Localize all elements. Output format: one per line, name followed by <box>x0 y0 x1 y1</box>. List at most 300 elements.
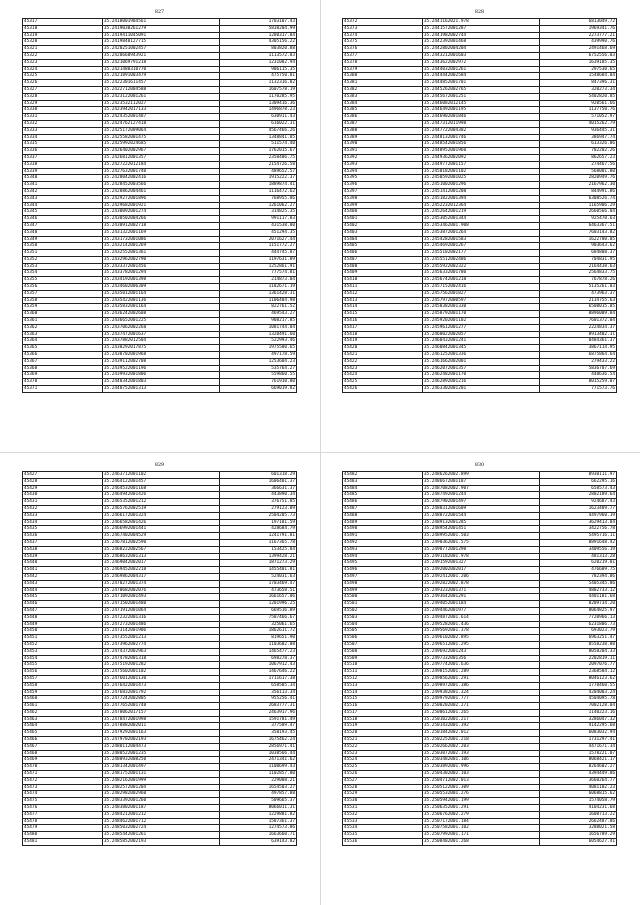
table-row <box>23 601 297 608</box>
row-id-cell: 45319 <box>23 32 103 39</box>
table-row <box>343 182 617 189</box>
row-id-cell: 45339 <box>23 168 103 175</box>
table-row <box>23 256 297 263</box>
value-cell: 684808.37 <box>539 250 616 257</box>
row-id-cell: 45331 <box>23 114 103 121</box>
coordinate-cell: 35.2425582001475 <box>102 134 219 141</box>
table-row <box>343 284 617 291</box>
value-cell: 2491468.69 <box>539 46 616 53</box>
row-id-cell: 45438 <box>23 546 103 553</box>
coordinate-cell: 35.2446082012145 <box>422 100 539 107</box>
row-id-cell: 45335 <box>23 141 103 148</box>
row-id-cell: 45386 <box>343 114 423 121</box>
table-row <box>343 107 617 114</box>
value-cell: 3288021.58 <box>539 825 616 832</box>
row-id-cell: 45432 <box>23 505 103 512</box>
row-id-cell: 45394 <box>343 168 423 175</box>
coordinate-cell: 35.2501022001.217 <box>422 716 539 723</box>
row-id-cell: 45480 <box>23 832 103 839</box>
row-id-cell: 45437 <box>23 539 103 546</box>
value-cell: 473658.51 <box>219 587 296 594</box>
coordinate-cell: 35.2465762002519 <box>102 505 219 512</box>
value-cell: 377589.47 <box>219 723 296 730</box>
row-id-cell: 45439 <box>23 553 103 560</box>
value-cell: 3867114.95 <box>539 345 616 352</box>
row-id-cell: 45534 <box>343 825 423 832</box>
table-row <box>23 73 297 80</box>
value-cell: 1778460.55 <box>539 682 616 689</box>
row-id-cell: 45421 <box>343 352 423 359</box>
table-row <box>23 682 297 689</box>
value-cell: 3409556.19 <box>539 546 616 553</box>
value-cell: 4394449.86 <box>539 771 616 778</box>
value-cell: 782202.26 <box>539 148 616 155</box>
table-row <box>23 216 297 223</box>
table-row <box>343 236 617 243</box>
data-table <box>22 471 297 846</box>
coordinate-cell: 35.2435012001164 <box>102 290 219 297</box>
table-row <box>343 573 617 580</box>
row-id-cell: 45457 <box>23 675 103 682</box>
value-cell: 428684.79 <box>219 526 296 533</box>
table-row <box>343 580 617 587</box>
table-row <box>343 839 617 846</box>
table-row <box>23 669 297 676</box>
row-id-cell: 45518 <box>343 716 423 723</box>
table-row <box>23 811 297 818</box>
value-cell: 2164438.63 <box>539 263 616 270</box>
row-id-cell: 45499 <box>343 587 423 594</box>
coordinate-cell: 35.2438702001968 <box>102 352 219 359</box>
coordinate-cell: 35.2482572001204 <box>102 784 219 791</box>
table-row <box>23 553 297 560</box>
row-id-cell: 45369 <box>23 372 103 379</box>
coordinate-cell: 35.2496512001.295 <box>422 641 539 648</box>
table-row <box>23 386 297 393</box>
table-row <box>23 175 297 182</box>
coordinate-cell: 35.2419411045091 <box>102 32 219 39</box>
table-row <box>23 80 297 87</box>
row-id-cell: 45493 <box>343 546 423 553</box>
row-id-cell: 45505 <box>343 628 423 635</box>
coordinate-cell: 35.2471912001064 <box>102 607 219 614</box>
table-row <box>343 825 617 832</box>
coordinate-cell: 35.2488722001544 <box>422 512 539 519</box>
coordinate-cell: 35.2485442001261 <box>102 832 219 839</box>
table-row <box>23 839 297 846</box>
value-cell: 1201996.25 <box>219 601 296 608</box>
row-id-cell: 45380 <box>343 73 423 80</box>
coordinate-cell: 35.2478472001998 <box>102 716 219 723</box>
coordinate-cell: 35.2428862004461 <box>102 188 219 195</box>
table-row <box>343 703 617 710</box>
table-row <box>23 284 297 291</box>
row-id-cell: 45399 <box>343 202 423 209</box>
table-row <box>23 573 297 580</box>
table-row <box>343 764 617 771</box>
value-cell: 6054627.41 <box>539 839 616 846</box>
row-id-cell: 45425 <box>343 379 423 386</box>
table-row <box>343 93 617 100</box>
coordinate-cell: 35.2476422001473 <box>102 682 219 689</box>
coordinate-cell: 35.2423122001261 <box>102 93 219 100</box>
table-row <box>23 662 297 669</box>
value-cell: 320273.34 <box>539 86 616 93</box>
table-row <box>343 553 617 560</box>
value-cell: 658573.43 <box>539 485 616 492</box>
coordinate-cell: 35.2421891003479 <box>102 73 219 80</box>
value-cell: 279123.89 <box>219 505 296 512</box>
coordinate-cell: 35.2434602006309 <box>102 284 219 291</box>
coordinate-cell: 35.2470272001374 <box>102 580 219 587</box>
value-cell: 1606401.37 <box>219 478 296 485</box>
coordinate-cell: 35.2430502004266 <box>102 216 219 223</box>
table-row <box>343 594 617 601</box>
row-id-cell: 45393 <box>343 161 423 168</box>
table-row <box>343 25 617 32</box>
table-row <box>343 601 617 608</box>
table-row <box>23 641 297 648</box>
table-row <box>23 277 297 284</box>
table-row <box>343 614 617 621</box>
coordinate-cell: 35.2478062017157 <box>102 709 219 716</box>
table-row <box>23 229 297 236</box>
row-id-cell: 45517 <box>343 709 423 716</box>
table-row <box>343 127 617 134</box>
coordinate-cell: 35.2463302001201 <box>422 386 539 393</box>
value-cell: 4401181.68 <box>539 594 616 601</box>
coordinate-cell: 35.2420660943921 <box>102 52 219 59</box>
table-row <box>23 25 297 32</box>
data-table <box>342 471 617 846</box>
row-id-cell: 45337 <box>23 154 103 161</box>
row-id-cell: 45477 <box>23 811 103 818</box>
value-cell: 1915222.37 <box>219 175 296 182</box>
row-id-cell: 45442 <box>23 573 103 580</box>
row-id-cell: 45372 <box>343 19 423 26</box>
table-row <box>23 519 297 526</box>
value-cell: 6752556.03 <box>539 52 616 59</box>
row-id-cell: 45486 <box>343 499 423 506</box>
row-id-cell: 45402 <box>343 222 423 229</box>
coordinate-cell: 35.2505122001.309 <box>422 784 539 791</box>
row-id-cell: 45322 <box>23 52 103 59</box>
table-row <box>23 338 297 345</box>
coordinate-cell: 35.2490772001298 <box>422 546 539 553</box>
coordinate-cell: 35.2457562001827 <box>422 290 539 297</box>
row-id-cell: 45452 <box>23 641 103 648</box>
coordinate-cell: 35.2439932001806 <box>102 372 219 379</box>
coordinate-cell: 35.2426812001357 <box>102 154 219 161</box>
row-id-cell: 45510 <box>343 662 423 669</box>
table-row <box>23 222 297 229</box>
row-id-cell: 45333 <box>23 127 103 134</box>
row-id-cell: 45489 <box>343 519 423 526</box>
table-row <box>343 216 617 223</box>
row-id-cell: 45524 <box>343 757 423 764</box>
row-id-cell: 45352 <box>23 256 103 263</box>
coordinate-cell: 35.2435422001136 <box>102 297 219 304</box>
row-id-cell: 45366 <box>23 352 103 359</box>
table-row <box>343 120 617 127</box>
value-cell: 903643.62 <box>539 243 616 250</box>
table-row <box>343 311 617 318</box>
table-row <box>343 655 617 662</box>
table-row <box>343 73 617 80</box>
table-row <box>23 709 297 716</box>
coordinate-cell: 35.2487492001244 <box>422 492 539 499</box>
coordinate-cell: 35.2502662002.203 <box>422 743 539 750</box>
coordinate-cell: 35.2456742001218 <box>422 277 539 284</box>
row-id-cell: 45456 <box>23 669 103 676</box>
row-id-cell: 45501 <box>343 601 423 608</box>
value-cell: 6875864.64 <box>539 352 616 359</box>
value-cell: 535764.27 <box>219 365 296 372</box>
value-cell: 2471341.62 <box>219 757 296 764</box>
row-id-cell: 45367 <box>23 358 103 365</box>
value-cell: 662295.16 <box>539 478 616 485</box>
row-id-cell: 45424 <box>343 372 423 379</box>
row-id-cell: 45435 <box>23 526 103 533</box>
value-cell: 1731297.41 <box>539 737 616 744</box>
value-cell: 475750.81 <box>219 73 296 80</box>
value-cell: 1622700.05 <box>539 236 616 243</box>
value-cell: 1587361.37 <box>219 818 296 825</box>
row-id-cell: 45466 <box>23 737 103 744</box>
row-id-cell: 45428 <box>23 478 103 485</box>
value-cell: 229008.21 <box>219 777 296 784</box>
table-row <box>23 771 297 778</box>
row-id-cell: 45422 <box>343 358 423 365</box>
table-row <box>23 472 297 479</box>
coordinate-cell: 35.2436652001225 <box>102 318 219 325</box>
table-row <box>23 723 297 730</box>
value-cell: 358193.45 <box>219 730 296 737</box>
value-cell: 1969341.76 <box>539 25 616 32</box>
coordinate-cell: 35.2489952001.503 <box>422 533 539 540</box>
row-id-cell: 45449 <box>23 621 103 628</box>
table-row <box>343 519 617 526</box>
value-cell: 1711617.38 <box>219 675 296 682</box>
coordinate-cell: 35.2424762127418 <box>102 120 219 127</box>
value-cell: 906115.35 <box>219 66 296 73</box>
row-id-cell: 45506 <box>343 635 423 642</box>
coordinate-cell: 35.2446902001846 <box>422 114 539 121</box>
table-row <box>343 222 617 229</box>
table-row <box>343 338 617 345</box>
value-cell: 1165906.29 <box>539 202 616 209</box>
row-id-cell: 45388 <box>343 127 423 134</box>
table-row <box>23 154 297 161</box>
coordinate-cell: 35.2497332001356 <box>422 655 539 662</box>
row-id-cell: 45482 <box>343 472 423 479</box>
coordinate-cell: 35.2438292017875 <box>102 345 219 352</box>
table-row <box>343 100 617 107</box>
coordinate-cell: 35.2444852001701 <box>422 80 539 87</box>
value-cell: 1608713.22 <box>539 811 616 818</box>
value-cell: 2820949.76 <box>539 175 616 182</box>
value-cell: 214873.04 <box>219 277 296 284</box>
coordinate-cell: 35.2493642001291 <box>422 594 539 601</box>
value-cell: 1253604.23 <box>219 358 296 365</box>
row-id-cell: 45511 <box>343 669 423 676</box>
coordinate-cell: 35.2470682002076 <box>102 587 219 594</box>
row-id-cell: 45429 <box>23 485 103 492</box>
value-cell: 991117.83 <box>219 216 296 223</box>
table-row <box>343 195 617 202</box>
table-row <box>23 825 297 832</box>
coordinate-cell: 35.2447722004302 <box>422 127 539 134</box>
coordinate-cell: 35.2425992024685 <box>102 141 219 148</box>
coordinate-cell: 35.2459202001102 <box>422 318 539 325</box>
value-cell: 376751.85 <box>219 499 296 506</box>
value-cell: 197181.59 <box>219 519 296 526</box>
row-id-cell: 45498 <box>343 580 423 587</box>
row-id-cell: 45467 <box>23 743 103 750</box>
coordinate-cell: 35.2494462001977 <box>422 607 539 614</box>
table-row <box>343 560 617 567</box>
row-id-cell: 45475 <box>23 798 103 805</box>
coordinate-cell: 35.2498972001.386 <box>422 682 539 689</box>
row-id-cell: 45329 <box>23 100 103 107</box>
row-id-cell: 45507 <box>343 641 423 648</box>
table-row <box>23 567 297 574</box>
value-cell: 1661657.06 <box>219 594 296 601</box>
table-row <box>23 120 297 127</box>
value-cell: 451294.35 <box>219 229 296 236</box>
coordinate-cell: 35.2494052001184 <box>422 601 539 608</box>
coordinate-cell: 35.2450592001025 <box>422 175 539 182</box>
table-row <box>23 331 297 338</box>
table-row <box>343 499 617 506</box>
table-row <box>343 175 617 182</box>
table-row <box>23 379 297 386</box>
table-row <box>23 188 297 195</box>
row-id-cell: 45396 <box>343 182 423 189</box>
value-cell: 1252861.91 <box>219 263 296 270</box>
table-row <box>23 202 297 209</box>
coordinate-cell: 35.2506352001.291 <box>422 805 539 812</box>
row-id-cell: 45461 <box>23 703 103 710</box>
coordinate-cell: 35.2442802004204 <box>422 46 539 53</box>
value-cell: 386947.74 <box>539 134 616 141</box>
coordinate-cell: 35.2441982002744 <box>422 32 539 39</box>
table-row <box>23 39 297 46</box>
table-row <box>343 209 617 216</box>
coordinate-cell: 35.2437062002268 <box>102 324 219 331</box>
table-row <box>343 805 617 812</box>
row-id-cell: 45353 <box>23 263 103 270</box>
row-id-cell: 45326 <box>23 80 103 87</box>
row-id-cell: 45418 <box>343 331 423 338</box>
coordinate-cell: 35.2466992001441 <box>102 526 219 533</box>
row-id-cell: 45324 <box>23 66 103 73</box>
value-cell: 847396.31 <box>539 80 616 87</box>
table-row <box>23 290 297 297</box>
table-row <box>343 290 617 297</box>
value-cell: 669019.82 <box>219 386 296 393</box>
coordinate-cell: 35.2496102002.895 <box>422 635 539 642</box>
coordinate-cell: 35.2497742001.636 <box>422 662 539 669</box>
row-id-cell: 45350 <box>23 243 103 250</box>
table-row <box>23 696 297 703</box>
row-id-cell: 45459 <box>23 689 103 696</box>
table-row <box>343 134 617 141</box>
row-id-cell: 45410 <box>343 277 423 284</box>
table-row <box>343 59 617 66</box>
value-cell: 439990.76 <box>539 39 616 46</box>
coordinate-cell: 35.2428042002416 <box>102 175 219 182</box>
value-cell: 2564833.75 <box>539 270 616 277</box>
table-row <box>343 478 617 485</box>
row-id-cell: 45340 <box>23 175 103 182</box>
coordinate-cell: 35.2466172001324 <box>102 512 219 519</box>
row-id-cell: 45487 <box>343 505 423 512</box>
value-cell: 2802189.64 <box>539 492 616 499</box>
value-cell: 1103602.08 <box>219 641 296 648</box>
row-id-cell: 45347 <box>23 222 103 229</box>
coordinate-cell: 35.2474372002963 <box>102 648 219 655</box>
value-cell: 936445.31 <box>539 127 616 134</box>
row-id-cell: 45490 <box>343 526 423 533</box>
row-id-cell: 45532 <box>343 811 423 818</box>
row-id-cell: 45397 <box>343 188 423 195</box>
coordinate-cell: 35.2469042002017 <box>102 560 219 567</box>
row-id-cell: 45516 <box>343 703 423 710</box>
coordinate-cell: 35.2507582001.102 <box>422 825 539 832</box>
value-cell: 1280317.84 <box>219 32 296 39</box>
table-row <box>343 263 617 270</box>
row-id-cell: 45405 <box>343 243 423 250</box>
row-id-cell: 45451 <box>23 635 103 642</box>
horizontal-page-divider <box>0 452 640 453</box>
table-row <box>23 743 297 750</box>
value-cell: 325061.65 <box>219 621 296 628</box>
row-id-cell: 45327 <box>23 86 103 93</box>
row-id-cell: 45504 <box>343 621 423 628</box>
value-cell: 1703107.43 <box>219 19 296 26</box>
value-cell: 497178.59 <box>219 352 296 359</box>
table-row <box>343 818 617 825</box>
row-id-cell: 45519 <box>343 723 423 730</box>
value-cell: 1197631.89 <box>219 256 296 263</box>
coordinate-cell: 35.2483802001187 <box>102 805 219 812</box>
coordinate-cell: 35.2449362002092 <box>422 154 539 161</box>
row-id-cell: 45535 <box>343 832 423 839</box>
value-cell: 658505.34 <box>219 682 296 689</box>
row-id-cell: 45464 <box>23 723 103 730</box>
value-cell: 4471671.34 <box>539 743 616 750</box>
row-id-cell: 45476 <box>23 805 103 812</box>
value-cell: 1182671.19 <box>219 284 296 291</box>
value-cell: 1578221.07 <box>539 750 616 757</box>
coordinate-cell: 35.2478882002011 <box>102 723 219 730</box>
value-cell: 489652.57 <box>219 168 296 175</box>
value-cell: 8896009.84 <box>539 311 616 318</box>
table-row <box>343 533 617 540</box>
table-row <box>23 635 297 642</box>
row-id-cell: 45496 <box>343 567 423 574</box>
value-cell: 8046123.62 <box>539 675 616 682</box>
table-row <box>343 492 617 499</box>
table-row <box>23 141 297 148</box>
value-cell: 1167365.78 <box>219 539 296 546</box>
coordinate-cell: 35.2480112004473 <box>102 743 219 750</box>
value-cell: 8484361.37 <box>539 338 616 345</box>
coordinate-cell: 35.2477652001748 <box>102 703 219 710</box>
table-row <box>343 635 617 642</box>
coordinate-cell: 35.2455102002177 <box>422 250 539 257</box>
